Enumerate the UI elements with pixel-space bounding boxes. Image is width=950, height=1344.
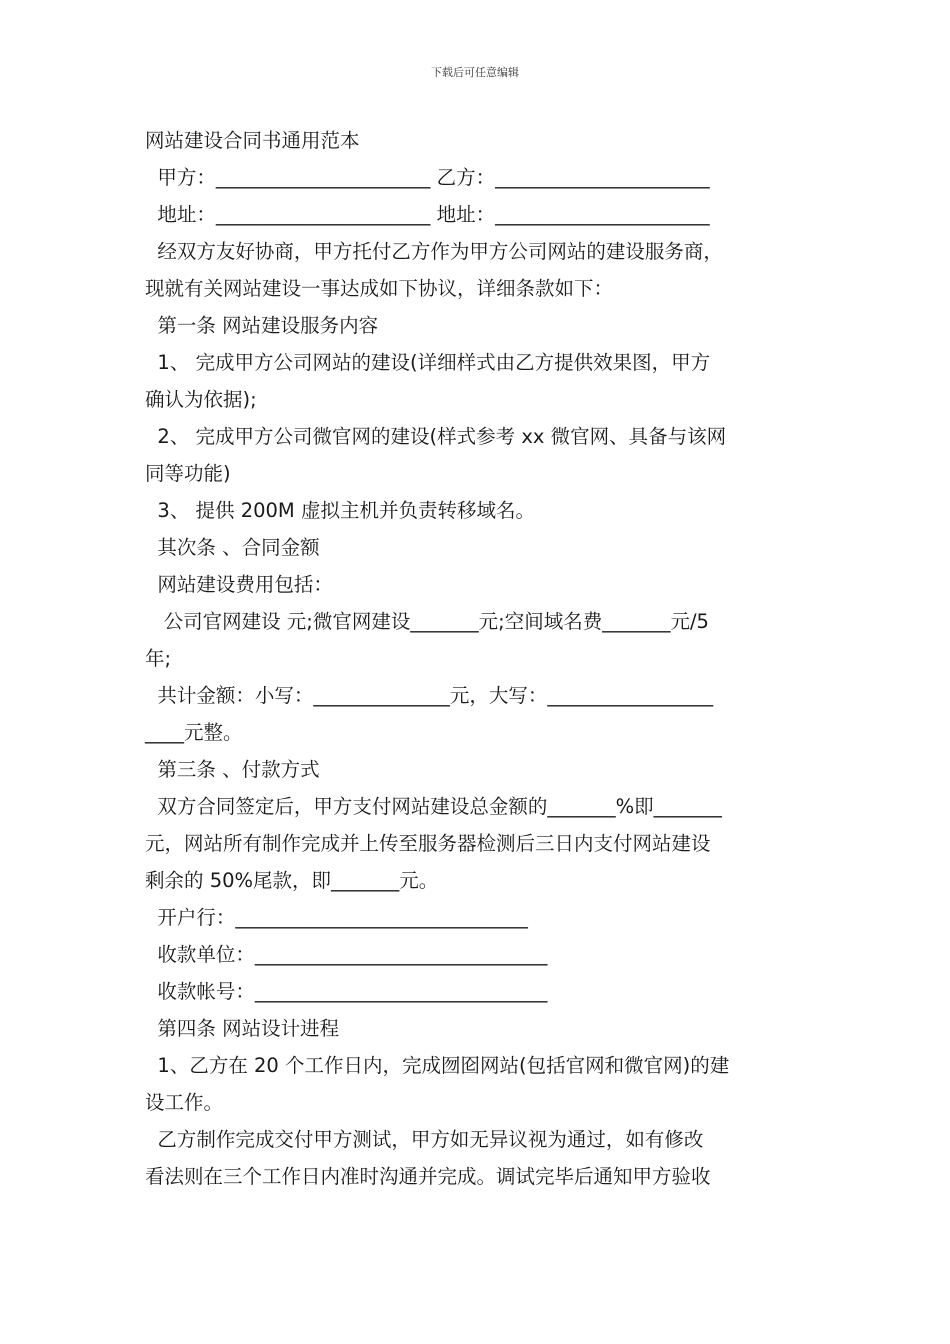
document-title: 网站建设合同书通用范本 [145, 129, 360, 152]
payee-line: 收款单位：______________________________ [145, 943, 548, 966]
page-header: 下载后可任意编辑 [431, 66, 519, 79]
article-heading: 第一条 网站建设服务内容 [145, 314, 379, 337]
paragraph-line: 剩余的 50%尾款，即_______元。 [145, 869, 439, 892]
paragraph-line: 1、 完成甲方公司网站的建设(详细样式由乙方提供效果图，甲方 [145, 351, 711, 374]
paragraph-line: 确认为依据); [145, 388, 257, 411]
paragraph-line: 2、 完成甲方公司微官网的建设(样式参考 xx 微官网、具备与该网 [145, 425, 727, 448]
paragraph-line: 看法则在三个工作日内准时沟通并完成。调试完毕后通知甲方验收 [145, 1165, 711, 1188]
paragraph-line: 同等功能) [145, 462, 231, 485]
paragraph-line: 元，网站所有制作完成并上传至服务器检测后三日内支付网站建设 [145, 832, 711, 855]
article-heading: 第四条 网站设计进程 [145, 1017, 340, 1040]
account-line: 收款帐号：______________________________ [145, 980, 548, 1003]
article-heading: 第三条 、付款方式 [145, 758, 320, 781]
paragraph-line: 乙方制作完成交付甲方测试，甲方如无异议视为通过，如有修改 [145, 1128, 704, 1151]
paragraph-line: 双方合同签定后，甲方支付网站建设总金额的_______%即_______ [145, 795, 722, 818]
paragraph-line: 网站建设费用包括： [145, 573, 333, 596]
paragraph-line: 共计金额：小写：______________元，大写：_________________ [145, 684, 714, 707]
address-line: 地址：______________________ 地址：______________________ [145, 203, 710, 226]
paragraph-line: ____元整。 [145, 721, 243, 744]
paragraph-line: 现就有关网站建设一事达成如下协议，详细条款如下： [145, 277, 614, 300]
document-body [145, 122, 810, 1195]
paragraph-line: 设工作。 [145, 1091, 224, 1114]
paragraph-line: 年; [145, 647, 172, 670]
paragraph-line: 公司官网建设 元;微官网建设_______元;空间域名费_______元/5 [145, 610, 709, 633]
party-line: 甲方：______________________ 乙方：______________________ [145, 166, 710, 189]
paragraph-line: 3、 提供 200M 虚拟主机并负责转移域名。 [145, 499, 535, 522]
article-heading: 其次条 、合同金额 [145, 536, 320, 559]
paragraph-line: 1、乙方在 20 个工作日内，完成囫囵网站(包括官网和微官网)的建 [145, 1054, 730, 1077]
paragraph-line: 经双方友好协商，甲方托付乙方作为甲方公司网站的建设服务商， [145, 240, 723, 263]
bank-line: 开户行：______________________________ [145, 906, 528, 929]
